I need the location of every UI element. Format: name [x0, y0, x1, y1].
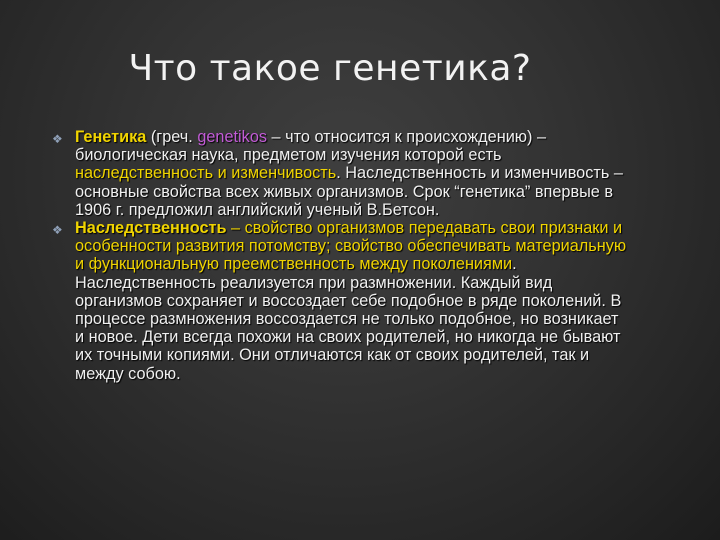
- bullet-heredity: [52, 219, 632, 383]
- text-fragment: . Наследственность реализуется при размножении. Каждый вид организмов сохраняет и воссоздает себе подобное в ряде поколений. В процессе размножения воссоздается не только подобное, но возникает и новое. Дети всегда похожи на своих родителей, но никогда не бывают их точными копиями. Они отличаются как от своих родителей, так и между собою.: [75, 255, 622, 383]
- text-fragment: (греч.: [146, 128, 198, 146]
- highlight-text: – свойство организмов передавать свои признаки и особенности развития потомству; свойство обеспечивать материальную и функциональную преемственность между поколениями: [75, 219, 627, 274]
- diamond-bullet-icon: ❖: [52, 223, 63, 238]
- latin-word: genetikos: [197, 128, 268, 146]
- term-heredity: Наследственность: [75, 219, 227, 238]
- diamond-bullet-icon: ❖: [52, 132, 63, 146]
- text-fragment: . Наследственность и изменчивость – основные свойства всех живых организмов. Срок “генетика” впервые в 1906 г. предложил английский ученый В.Бетсон.: [75, 164, 623, 219]
- slide-title: Что такое генетика?: [128, 48, 532, 89]
- text-fragment: – что относится к происхождению) – биологическая наука, предметом изучения которой есть: [75, 128, 547, 165]
- term-genetics: Генетика: [75, 128, 147, 146]
- highlight-text: наследственность и изменчивость: [75, 164, 337, 183]
- bullet-genetics: [52, 128, 632, 219]
- slide-content: [52, 128, 632, 383]
